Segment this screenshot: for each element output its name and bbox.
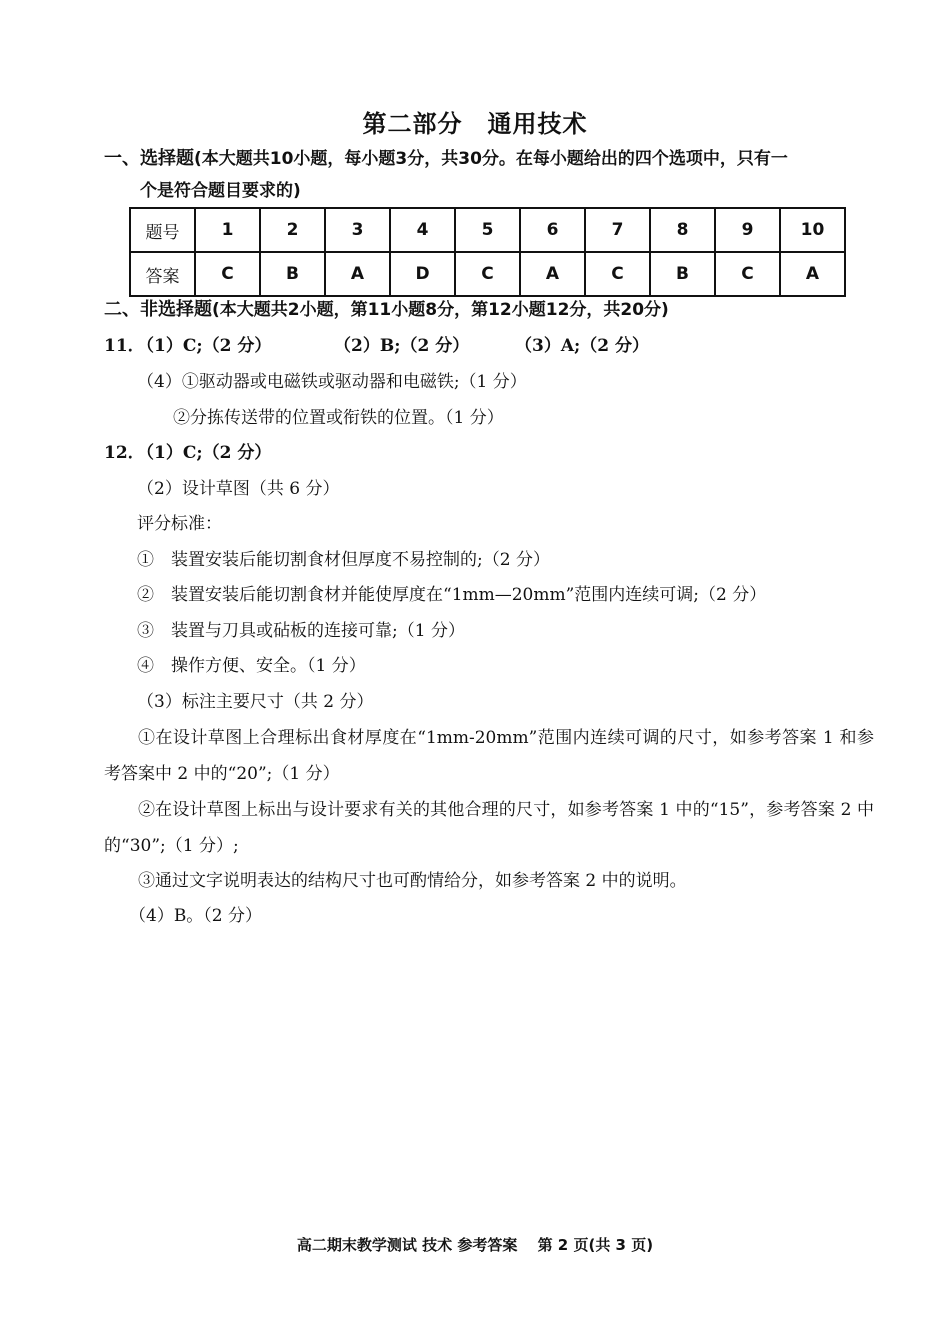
q12-part3-item2: ②在设计草图上标出与设计要求有关的其他合理的尺寸，如参考答案 1 中的“15”，参考答案 2 中的“30”;（1 分）; [104, 800, 874, 856]
q12-criterion-3: ③ 装置与刀具或砧板的连接可靠;（1 分） [137, 621, 465, 641]
q12-criteria-label: 评分标准： [137, 514, 222, 534]
table-cell-answer: A [325, 252, 390, 296]
table-cell-answer: C [585, 252, 650, 296]
table-label-answer: 答案 [130, 252, 195, 296]
q11-number: 11． [104, 336, 145, 356]
table-cell-answer: B [260, 252, 325, 296]
table-cell-number: 10 [780, 208, 845, 252]
section-2-note: (本大题共2小题，第11小题8分，第12小题12分，共20分) [212, 300, 669, 320]
section-2-title: 二、非选择题 [104, 299, 212, 320]
table-row-numbers [130, 208, 845, 252]
q12-criterion-1: ① 装置安装后能切割食材但厚度不易控制的;（2 分） [137, 550, 550, 570]
q12-part2: （2）设计草图（共 6 分） [137, 479, 340, 499]
q12-part1: （1）C;（2 分） [137, 443, 272, 463]
table-cell-answer: C [715, 252, 780, 296]
q11-part1: （1）C;（2 分） [137, 336, 272, 356]
table-cell-number: 1 [195, 208, 260, 252]
table-cell-number: 6 [520, 208, 585, 252]
q12-part3: （3）标注主要尺寸（共 2 分） [137, 692, 374, 712]
table-label-question: 题号 [130, 208, 195, 252]
q11-part4b: ②分拣传送带的位置或衔铁的位置。（1 分） [173, 408, 504, 428]
table-cell-answer: C [455, 252, 520, 296]
q12-number: 12． [104, 443, 145, 463]
table-cell-answer: A [520, 252, 585, 296]
answer-table [129, 207, 846, 297]
table-cell-answer: B [650, 252, 715, 296]
q11-part2: （2）B;（2 分） [334, 336, 470, 356]
q11-part3: （3）A;（2 分） [515, 336, 650, 356]
table-cell-number: 4 [390, 208, 455, 252]
table-cell-number: 8 [650, 208, 715, 252]
q12-part3-item1: ①在设计草图上合理标出食材厚度在“1mm-20mm”范围内连续可调的尺寸，如参考答案 1 和参考答案中 2 中的“20”;（1 分） [104, 728, 874, 784]
table-cell-number: 3 [325, 208, 390, 252]
table-cell-number: 9 [715, 208, 780, 252]
section-2-header [104, 294, 864, 326]
section-1-header [104, 143, 864, 207]
q12-criterion-4: ④ 操作方便、安全。（1 分） [137, 656, 366, 676]
q12-criterion-2: ② 装置安装后能切割食材并能使厚度在“1mm—20mm”范围内连续可调;（2 分） [137, 585, 767, 605]
table-cell-answer: D [390, 252, 455, 296]
section-1-note-line2: 个是符合题目要求的) [140, 181, 301, 201]
section-1-title: 一、选择题 [104, 148, 194, 169]
table-cell-answer: C [195, 252, 260, 296]
table-cell-number: 7 [585, 208, 650, 252]
table-cell-number: 2 [260, 208, 325, 252]
table-cell-number: 5 [455, 208, 520, 252]
q12-part3-item3: ③通过文字说明表达的结构尺寸也可酌情给分，如参考答案 2 中的说明。 [138, 871, 687, 891]
table-row-answers [130, 252, 845, 296]
page-footer: 高二期末教学测试 技术 参考答案 第 2 页(共 3 页) [296, 1236, 654, 1254]
section-1-note-line1: (本大题共10小题，每小题3分，共30分。在每小题给出的四个选项中，只有一 [194, 149, 788, 169]
table-cell-answer: A [780, 252, 845, 296]
q11-part4a: （4）①驱动器或电磁铁或驱动器和电磁铁;（1 分） [137, 372, 527, 392]
q12-part4: （4）B。（2 分） [129, 906, 263, 926]
page-title: 第二部分 通用技术 [362, 110, 588, 138]
